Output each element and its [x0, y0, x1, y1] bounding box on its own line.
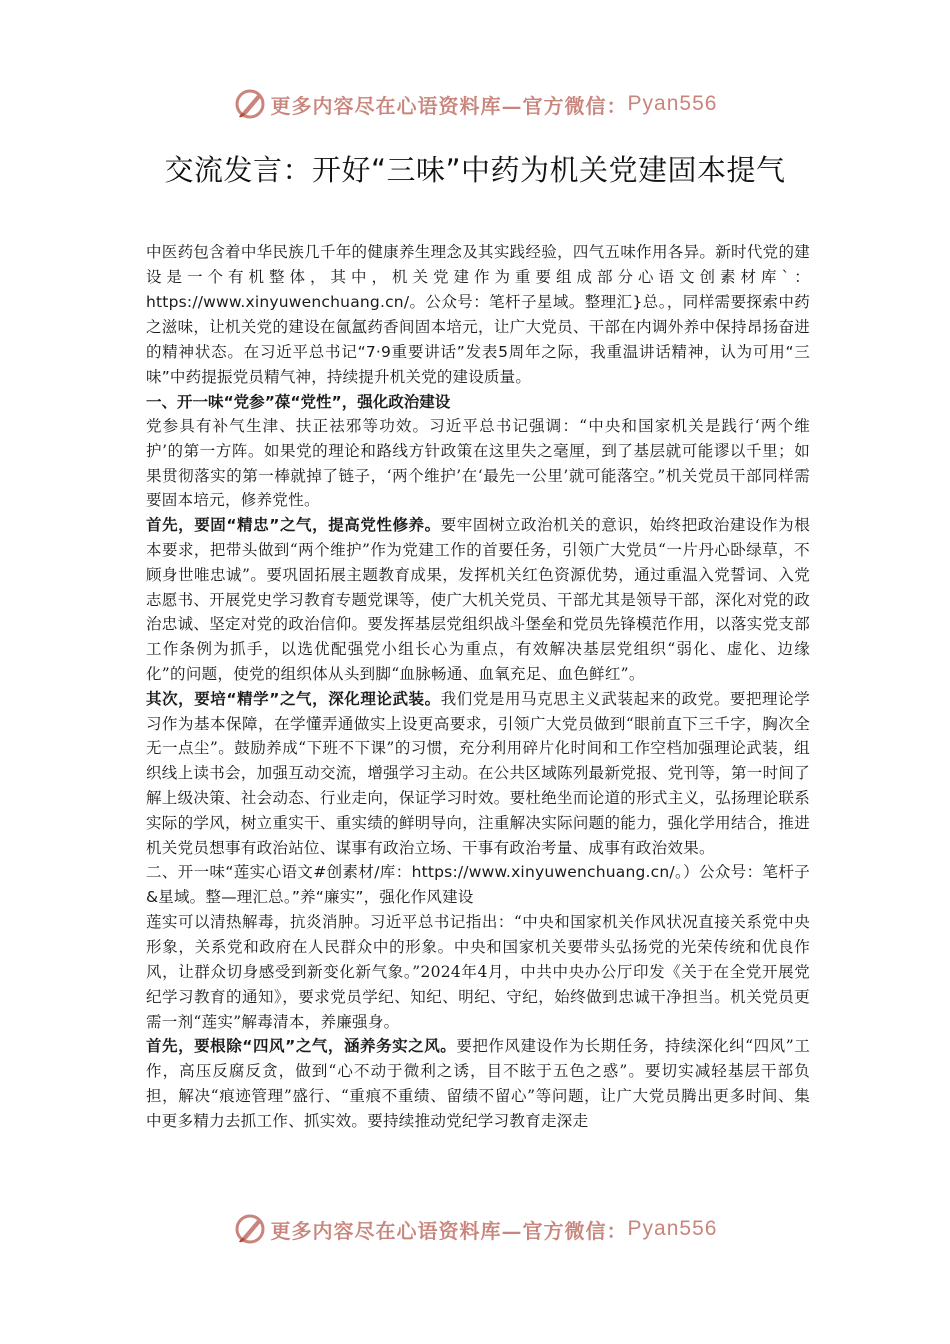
brush-logo-icon — [233, 87, 267, 121]
document-title: 交流发言：开好“三味”中药为机关党建固本提气 — [164, 153, 786, 187]
watermark-banner-bottom — [0, 1209, 950, 1249]
section-2-point-1 — [146, 1034, 810, 1133]
point-body: 我们党是用马克思主义武装起来的政党。要把理论学习作为基本保障，在学懂弄通做实上设更高要求，引领广大党员做到“眼前直下三千字，胸次全无一点尘”。鼓励养成“下班不下课”的习惯，充分利用碎片化时间和工作空档加强理论武装，组织线上读书会，加强互动交流，增强学习主动。在公共区域陈列最新党报、党刊等，第一时间了解上级决策、社会动态、行业走向，保证学习时效。要杜绝坐而论道的形式主义，弘扬理论联系实际的学风，树立重实干、重实绩的鲜明导向，注重解决实际问题的能力，强化学用结合，推进机关党员想事有政治站位、谋事有政治立场、干事有政治考量、成事有政治效果。 — [146, 689, 811, 857]
document-body — [146, 240, 810, 1134]
point-body: 要把作风建设作为长期任务，持续深化纠“四风”工作，高压反腐反贪，做到“心不动于微利之诱，目不眩于五色之惑”。要切实减轻基层干部负担，解决“痕迹管理”盛行、“重痕不重绩、留绩不留心”等问题，让广大党员腾出更多时间、集中更多精力去抓工作、抓实效。要持续推动党纪学习教育走深走 — [146, 1037, 810, 1130]
watermark-banner-top — [0, 84, 950, 124]
watermark-text: 更多内容尽在心语资料库—官方微信： — [270, 1218, 628, 1243]
watermark-text: 更多内容尽在心语资料库—官方微信： — [270, 93, 628, 118]
point-body: 要牢固树立政治机关的意识，始终把政治建设作为根本要求，把带头做到“两个维护”作为党建工作的首要任务，引领广大党员“一片丹心卧绿草，不顾身世唯忠诚”。要巩固拓展主题教育成果，发挥机关红色资源优势，通过重温入党誓词、入党志愿书、开展党史学习教育专题党课等，使广大机关党员、干部尤其是领导干部，深化对党的政治忠诚、坚定对党的政治信仰。要发挥基层党组织战斗堡垒和党员先锋模范作用，以落实党支部工作条例为抓手，以选优配强党小组长心为重点，有效解决基层党组织“弱化、虚化、边缘化”的问题，使党的组织体从头到脚“血脉畅通、血氧充足、血色鲜红”。 — [146, 516, 811, 683]
brush-logo-icon — [233, 1212, 267, 1246]
section-2-heading: 二、开一味“莲实心语文#创素材/库：https://www.xinyuwenchuang.cn/。）公众号：笔杆子&星域。整—理汇总。”养“廉实”，强化作风建设 — [146, 863, 810, 907]
section-1-heading: 一、开一味“党参”葆“党性”，强化政治建设 — [146, 393, 451, 411]
intro-paragraph: 中医药包含着中华民族几千年的健康养生理念及其实践经验，四气五味作用各异。新时代党的建设是一个有机整体，其中，机关党建作为重要组成部分心语文创素材库`：https://www.xinyuwenchuang.cn/。公众号：笔杆子星域。整理汇}总。，同样需要探索中药之滋味，让机关党的建设在氤氲药香间固本培元，让广大党员、干部在内调外养中保持昂扬奋进的精神状态。在习近平总书记“7·9重要讲话”发表5周年之际，我重温讲话精神，认为可用“三味”中药提振党员精气神，持续提升机关党的建设质量。 — [146, 243, 810, 386]
point-lead: 首先，要根除“四风”之气，涵养务实之风。 — [146, 1037, 457, 1056]
section-1-point-2 — [146, 687, 810, 861]
watermark-wechat-id: Pyan556 — [627, 92, 718, 115]
watermark-wechat-id: Pyan556 — [627, 1217, 718, 1240]
section-1-point-1 — [146, 513, 810, 687]
section-1-paragraph: 党参具有补气生津、扶正祛邪等功效。习近平总书记强调：“中央和国家机关是践行‘两个维护’的第一方阵。如果党的理论和路线方针政策在这里失之毫厘，到了基层就可能谬以千里；如果贯彻落实的第一棒就掉了链子，‘两个维护’在‘最先一公里’就可能落空。”机关党员干部同样需要固本培元，修养党性。 — [146, 417, 810, 510]
point-lead: 其次，要培“精学”之气，深化理论武装。 — [146, 689, 441, 708]
section-2-paragraph: 莲实可以清热解毒，抗炎消肿。习近平总书记指出：“中央和国家机关作风状况直接关系党中央形象，关系党和政府在人民群众中的形象。中央和国家机关要带头弘扬党的光荣传统和优良作风，让群众切身感受到新变化新气象。”2024年4月，中共中央办公厅印发《关于在全党开展党纪学习教育的通知》，要求党员学纪、知纪、明纪、守纪，始终做到忠诚干净担当。机关党员更需一剂“莲实”解毒清本，养廉强身。 — [146, 913, 810, 1031]
point-lead: 首先，要固“精忠”之气，提高党性修养。 — [146, 516, 441, 535]
